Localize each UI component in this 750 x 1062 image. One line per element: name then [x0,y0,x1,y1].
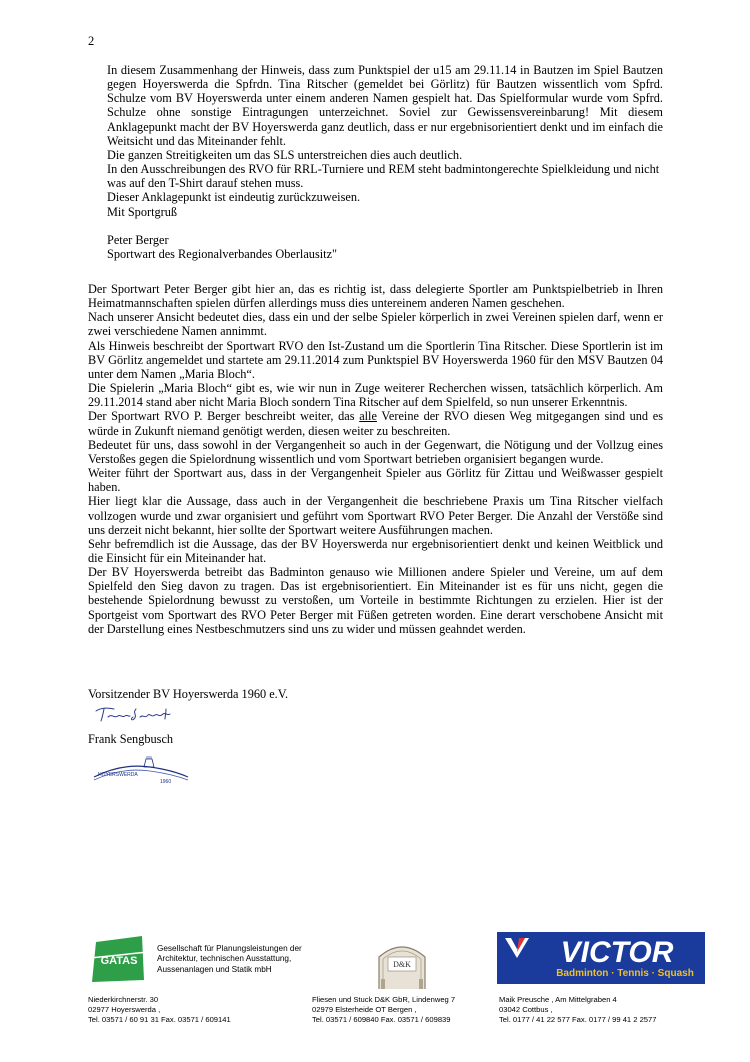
closing-title: Vorsitzender BV Hoyerswerda 1960 e.V. [88,687,289,701]
gatas-description [157,944,317,975]
victor-logo [497,932,705,984]
page-number: 2 [88,34,95,48]
dk-address [312,995,455,1026]
quote-greeting: Mit Sportgruß [107,204,178,219]
gatas-logo [88,932,150,986]
gatas-desc-line: Gesellschaft für Planungsleistungen der [157,944,302,953]
body-paragraph: Bedeutet für uns, dass sowohl in der Vergangenheit so auch in der Gegenwart, die Nötigung und der Vollzug eines Verstoßes gegen die Spielordnung wissentlich und vom Sportwart betrieben organisiert begangen wurde. [88,437,663,466]
address-line: Fliesen und Stuck D&K GbR, Lindenweg 7 [312,995,456,1004]
address-line: Tel. 03571 / 609840 Fax. 03571 / 609839 [312,1015,451,1025]
quote-paragraph-1: In diesem Zusammenhang der Hinweis, dass zum Punktspiel der u15 am 29.11.14 in Bautzen im Spiel Bautzen gegen Hoyerswerda die Spfrdn. Tina Ritscher (gemeldet bei Görlitz) für Bautzen wissentlich vom Spfrd. Schulze vom BV Hoyerswerda unter einem anderen Namen gespielt hat. Das Spielformular wurde vom Spfrd. Schulze ohne sonstige Eintragungen unterzeichnet. Soviel zur Gewissensvereinbarung! Mit diesem Anklagepunkt macht der BV Hoyerswerda ganz deutlich, dass er nur ergebnisorientiert denkt und im einfach die Weitsicht und das Miteinander fehlt. [107,63,663,148]
quote-paragraph-2: Die ganzen Streitigkeiten um das SLS unterstreichen dies auch deutlich. [107,147,463,162]
quote-paragraph-4: Dieser Anklagepunkt ist eindeutig zurückzuweisen. [107,190,361,205]
victor-logo-sub: Badminton · Tennis · Squash [556,968,694,979]
address-line: 02977 Hoyerswerda , [88,1005,161,1015]
body-paragraph: Als Hinweis beschreibt der Sportwart RVO den Ist-Zustand um die Sportlerin Tina Ritscher. Diese Sportlerin ist im BV Görlitz angemeldet und startete am 29.11.2014 zum Punktspiel BV Hoyerswerda 1960 für den MSV Bautzen 04 unter dem Namen „Maria Bloch“. [88,338,663,381]
handwritten-signature [92,703,182,727]
club-logo [92,755,190,785]
victor-address [499,995,656,1026]
victor-logo-text: VICTOR [560,936,674,969]
letter-body [88,282,663,636]
address-line: Tel. 0177 / 41 22 577 Fax. 0177 / 99 41 2 2577 [499,1015,657,1025]
club-logo-year: 1960 [160,779,172,785]
quote-author-role: Sportwart des Regionalverbandes Oberlausitz" [107,246,338,261]
body-paragraph: Hier liegt klar die Aussage, dass auch in der Vergangenheit die beschriebene Praxis um Tina Ritscher vielfach vollzogen wurde und zwar organisiert und geführt vom Sportwart RVO Peter Berger. Die Anzahl der Verstöße sind uns derzeit nicht bekannt, hier sollte der Sportwart weitere Ausführungen machen. [88,494,663,537]
body-text: Vereine der RVO diesen Weg mitgegangen sind und es würde in Zukunft niemand genötigt werden, diesen weiter zu beschreiten. [88,409,663,438]
body-paragraph: Der BV Hoyerswerda betreibt das Badminton genauso wie Millionen andere Spieler und Vereine, um auf dem Spielfeld den Sieg davon zu tragen. Das ist ergebnisorientiert. Ein Miteinander ist es für uns nicht, gegen die bestehende Spielordnung bewusst zu verstoßen, um Vorteile in bestimmte Richtungen zu erzielen. Hier ist der Sportgeist vom Sportwart des RVO Peter Berger mit Füßen getreten worden. Eine derart verschobene Ansicht mit der Darstellung eines Nestbeschmutzers sind uns zu wider und müssen geahndet werden. [88,565,663,636]
body-paragraph [88,409,663,437]
signer-name: Frank Sengbusch [88,732,174,746]
gatas-desc-line: Architektur, technischen Ausstattung, [157,954,292,964]
body-text: Der Sportwart RVO P. Berger beschreibt weiter, das [88,409,360,424]
address-line: Niederkirchnerstr. 30 [88,995,159,1004]
quoted-statement [107,63,663,261]
body-paragraph: Die Spielerin „Maria Bloch“ gibt es, wie wir nun in Zuge weiterer Recherchen wissen, tatsächlich körperlich. Am 29.11.2014 stand aber nicht Maria Bloch sondern Tina Ritscher auf dem Spielfeld, so nun unserer Erkenntnis. [88,381,663,410]
dk-logo [373,935,431,990]
address-line: Tel. 03571 / 60 91 31 Fax. 03571 / 609141 [88,1015,231,1025]
gatas-desc-line: Aussenanlagen und Statik mbH [157,964,272,974]
underlined-word: alle [359,409,377,424]
gatas-address [88,995,231,1026]
body-paragraph: Der Sportwart Peter Berger gibt hier an, das es richtig ist, dass delegierte Sportler am Punktspielbetrieb in Ihren Heimatmannschaften spielen dürfen allerdings muss dies untereinem anderen Namen geschehen. [88,282,663,311]
quote-paragraph-3: In den Ausschreibungen des RVO für RRL-Turniere und REM steht badmintongerechte Spielkleidung und nicht was auf den T-Shirt darauf stehen muss. [107,162,660,191]
address-line: 02979 Elsterheide OT Bergen , [312,1005,417,1015]
gatas-logo-text: GATAS [100,955,138,967]
body-paragraph: Nach unserer Ansicht bedeutet dies, dass ein und der selbe Spieler körperlich in zwei Vereinen spielen darf, wenn er zwei verschiedene Namen annimmt. [88,310,663,339]
body-paragraph: Weiter führt der Sportwart aus, dass in der Vergangenheit Spieler aus Görlitz für Zittau und Weißwasser gespielt haben. [88,466,663,495]
body-paragraph: Sehr befremdlich ist die Aussage, das der BV Hoyerswerda nur ergebnisorientiert denkt und keinen Weitblick und die Einsicht für ein Miteinander hat. [88,536,663,565]
club-logo-text: HOYERSWERDA [98,772,138,778]
address-line: Maik Preusche , Am Mittelgraben 4 [499,995,617,1004]
quote-author-name: Peter Berger [107,232,169,247]
dk-logo-text: D&K [393,960,411,969]
address-line: 03042 Cottbus , [499,1005,553,1015]
